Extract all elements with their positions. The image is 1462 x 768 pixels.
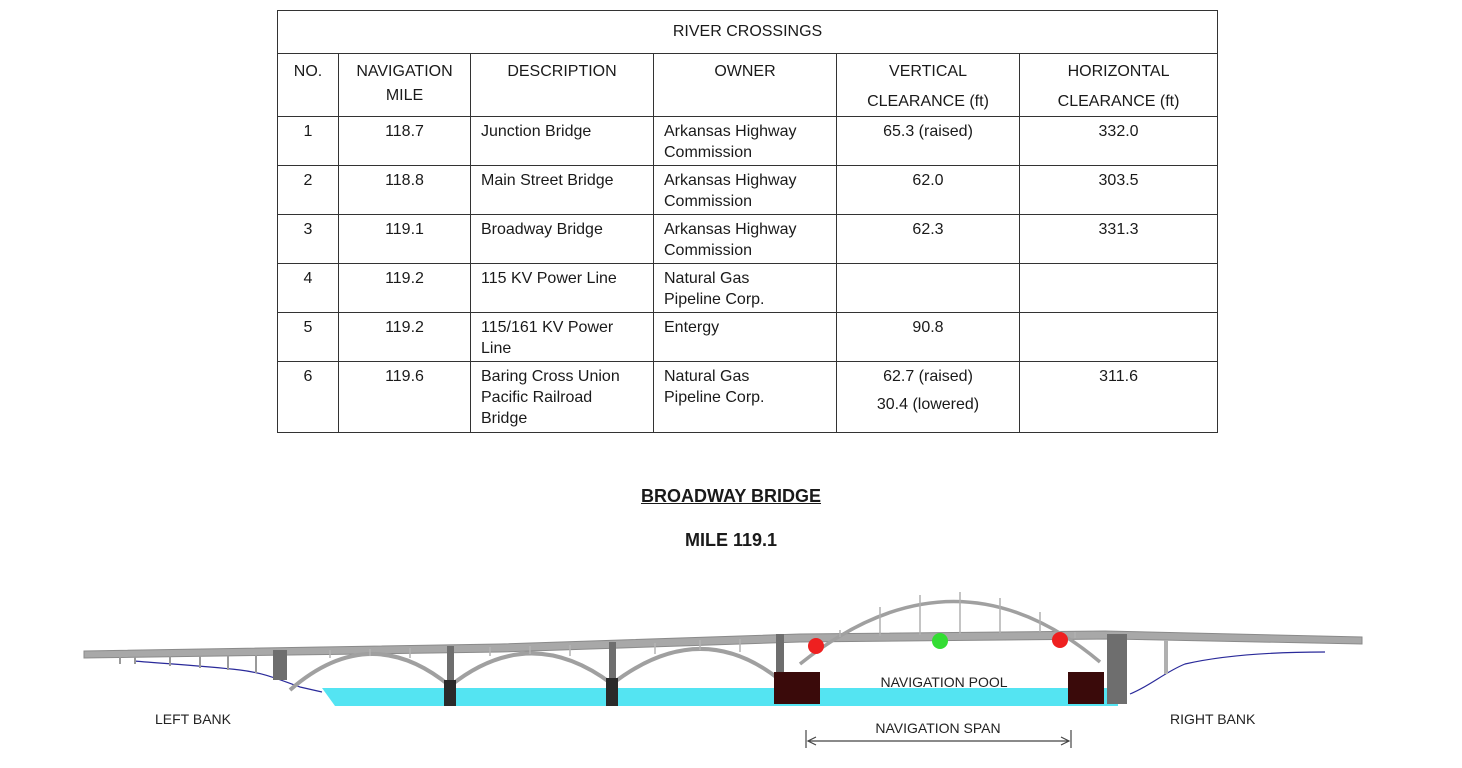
cell-description: Baring Cross Union Pacific Railroad Bridge: [471, 362, 654, 433]
cell-vertical-clearance: [837, 264, 1020, 313]
cell-description: Broadway Bridge: [471, 215, 654, 264]
navigation-span-label: NAVIGATION SPAN: [875, 720, 1001, 736]
cell-mile: 118.8: [339, 166, 471, 215]
arch-hangers: [840, 592, 1075, 638]
fender-left: [774, 672, 820, 704]
red-light-right: [1052, 632, 1068, 648]
header-owner: OWNER: [654, 54, 837, 117]
table-title: RIVER CROSSINGS: [278, 11, 1218, 54]
cell-vertical-clearance: 90.8: [837, 313, 1020, 362]
bridge-mile: MILE 119.1: [684, 530, 778, 550]
table-row: [278, 166, 1218, 215]
fender-right: [1068, 672, 1104, 704]
cell-owner: Arkansas Highway Commission: [654, 166, 837, 215]
cell-description: Main Street Bridge: [471, 166, 654, 215]
cell-no: 3: [278, 215, 339, 264]
cell-description: 115/161 KV Power Line: [471, 313, 654, 362]
bridge-title: BROADWAY BRIDGE: [640, 486, 822, 506]
cell-horizontal-clearance: [1020, 264, 1218, 313]
red-light-left: [808, 638, 824, 654]
cell-description: Junction Bridge: [471, 117, 654, 166]
cell-no: 1: [278, 117, 339, 166]
cell-horizontal-clearance: 331.3: [1020, 215, 1218, 264]
cell-no: 6: [278, 362, 339, 433]
navigation-pool-label: NAVIGATION POOL: [880, 674, 1008, 690]
green-light-center: [932, 633, 948, 649]
cell-owner: Natural Gas Pipeline Corp.: [654, 264, 837, 313]
header-horizontal-clearance: HORIZONTAL CLEARANCE (ft): [1020, 54, 1218, 117]
right-bank-line: [1130, 652, 1325, 694]
header-description: DESCRIPTION: [471, 54, 654, 117]
cell-mile: 119.2: [339, 264, 471, 313]
cell-horizontal-clearance: [1020, 313, 1218, 362]
river-crossings-table: [277, 10, 1218, 433]
header-no: NO.: [278, 54, 339, 117]
cell-description: 115 KV Power Line: [471, 264, 654, 313]
cell-horizontal-clearance: 311.6: [1020, 362, 1218, 433]
cell-no: 5: [278, 313, 339, 362]
cell-mile: 119.2: [339, 313, 471, 362]
approach-columns-left: [120, 655, 256, 673]
cell-vertical-clearance: 65.3 (raised): [837, 117, 1020, 166]
cell-horizontal-clearance: 332.0: [1020, 117, 1218, 166]
river-water: [322, 688, 1118, 706]
table-row: [278, 264, 1218, 313]
cell-horizontal-clearance: 303.5: [1020, 166, 1218, 215]
header-vertical-clearance: VERTICAL CLEARANCE (ft): [837, 54, 1020, 117]
left-bank-label: LEFT BANK: [155, 711, 231, 727]
table-row: [278, 117, 1218, 166]
cell-owner: Entergy: [654, 313, 837, 362]
deck-arches: [290, 649, 780, 690]
right-bank-label: RIGHT BANK: [1170, 711, 1256, 727]
header-navigation-mile: NAVIGATION MILE: [339, 54, 471, 117]
cell-owner: Natural Gas Pipeline Corp.: [654, 362, 837, 433]
cell-vertical-clearance: 62.3: [837, 215, 1020, 264]
cell-mile: 118.7: [339, 117, 471, 166]
table-row: [278, 362, 1218, 433]
cell-vertical-clearance: 62.0: [837, 166, 1020, 215]
table-row: [278, 313, 1218, 362]
cell-owner: Arkansas Highway Commission: [654, 215, 837, 264]
table-row: [278, 215, 1218, 264]
cell-owner: Arkansas Highway Commission: [654, 117, 837, 166]
cell-vertical-clearance: 62.7 (raised) 30.4 (lowered): [837, 362, 1020, 433]
cell-mile: 119.1: [339, 215, 471, 264]
cell-no: 2: [278, 166, 339, 215]
header-row: [278, 54, 1218, 117]
cell-mile: 119.6: [339, 362, 471, 433]
cell-no: 4: [278, 264, 339, 313]
bridge-elevation-diagram: [0, 560, 1462, 768]
